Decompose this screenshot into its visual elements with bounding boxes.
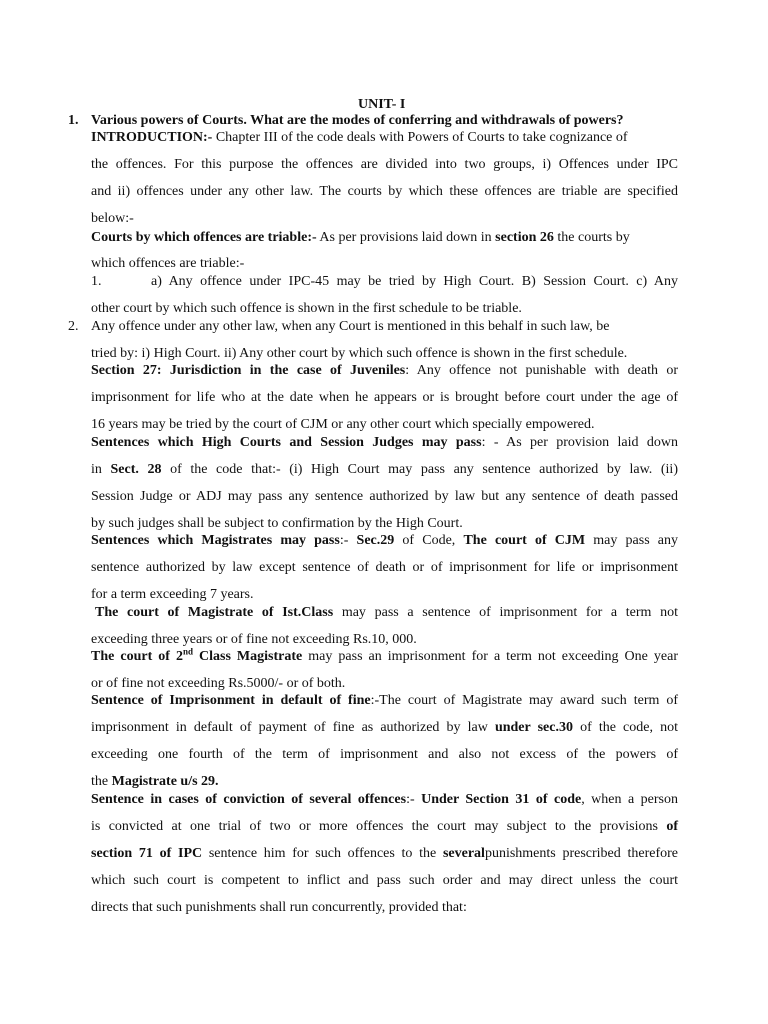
- several-word: several: [442, 846, 485, 861]
- sec29-text-e: may pass any: [585, 533, 679, 548]
- sec31-line-5: directs that such punishments shall run concurrently, provided that:: [91, 900, 467, 915]
- section-71-ipc-ref: section 71 of IPC: [91, 846, 203, 861]
- sec30-line-2: [91, 719, 678, 737]
- sec29-label: Sentences which Magistrates may pass: [91, 533, 340, 548]
- triable-item-2-line-2: tried by: i) High Court. ii) Any other court by which such offence is shown in the first schedule.: [91, 346, 628, 361]
- second-class-line-1: [91, 648, 678, 666]
- section-26-ref: section 26: [495, 230, 554, 245]
- sec28-line-3: Session Judge or ADJ may pass any sentence authorized by law but any sentence of death passed: [91, 489, 678, 504]
- question-number: 1.: [68, 113, 79, 128]
- sec28-line-1: [91, 434, 678, 452]
- sec28-line-2: [91, 461, 678, 479]
- sec29-text-c: of Code,: [394, 533, 464, 548]
- second-class-sup: nd: [182, 646, 193, 657]
- triable-line-1: [91, 229, 678, 247]
- sec28-text-c: of the code that:- (i) High Court may pass any sentence authorized by law. (ii): [161, 462, 678, 477]
- sec31-line-3: [91, 845, 678, 863]
- triable-label: Courts by which offences are triable:-: [91, 230, 317, 245]
- first-class-label: The court of Magistrate of Ist.Class: [95, 605, 334, 620]
- intro-label: INTRODUCTION:-: [91, 130, 213, 145]
- intro-line-4: below:-: [91, 211, 134, 226]
- sec30-text-a: imprisonment in default of payment of fine as authorized by law: [91, 720, 495, 735]
- sec30-line-3: exceeding one fourth of the term of imprisonment and also not excess of the powers of: [91, 747, 678, 762]
- sec31-text-3b: sentence him for such offences to the: [202, 846, 443, 861]
- intro-line-3: and ii) offences under any other law. The courts by which these offences are triable are specified: [91, 184, 678, 199]
- triable-item-1-line-2: other court by which such offence is shown in the first schedule to be triable.: [91, 301, 522, 316]
- sec28-line-4: by such judges shall be subject to confirmation by the High Court.: [91, 516, 463, 531]
- sec-29-ref: Sec.29: [356, 533, 395, 548]
- question-heading: Various powers of Courts. What are the modes of conferring and withdrawals of powers?: [91, 113, 624, 128]
- sec28-label: Sentences which High Courts and Session Judges may pass: [91, 435, 482, 450]
- sec31-of: of: [666, 819, 678, 834]
- sec29-line-3: for a term exceeding 7 years.: [91, 587, 254, 602]
- sec31-line-4: which such court is competent to inflict and pass such order and may direct unless the court: [91, 873, 678, 888]
- sec27-line-2: imprisonment for life who at the date when he appears or is brought before court under the age of: [91, 390, 678, 405]
- sec31-line-1: [91, 791, 678, 809]
- sect-28-ref: Sect. 28: [110, 462, 162, 477]
- triable-text: As per provisions laid down in: [316, 230, 496, 245]
- sec30-label: Sentence of Imprisonment in default of fine: [91, 693, 371, 708]
- sec29-text-a: :-: [339, 533, 357, 548]
- second-class-line-2: or of fine not exceeding Rs.5000/- or of both.: [91, 676, 346, 691]
- triable-text-end: the courts by: [553, 230, 630, 245]
- intro-line-2: the offences. For this purpose the offences are divided into two groups, i) Offences under IPC: [91, 157, 678, 172]
- sec31-label: Sentence in cases of conviction of several offences: [91, 792, 407, 807]
- sec29-line-1: [91, 532, 678, 550]
- sec31-text-c: , when a person: [581, 792, 678, 807]
- sec28-text: : - As per provision laid down: [481, 435, 678, 450]
- sec30-text-the: the: [91, 774, 112, 789]
- intro-text: Chapter III of the code deals with Powers of Courts to take cognizance of: [212, 130, 628, 145]
- intro-line-1: [91, 129, 678, 147]
- sec30-line-4: [91, 773, 678, 791]
- sec28-text-a: in: [91, 462, 111, 477]
- second-class-label: [91, 646, 303, 664]
- sec27-line-1: [91, 362, 678, 380]
- sec29-line-2: sentence authorized by law except sentence of death or of imprisonment for life or imprisonment: [91, 560, 678, 575]
- magistrate-29-ref: Magistrate u/s 29.: [111, 774, 219, 789]
- triable-item-2-line-1: Any offence under any other law, when any Court is mentioned in this behalf in such law, be: [91, 319, 610, 334]
- unit-title: UNIT- I: [358, 97, 406, 112]
- second-class-label-b: Class Magistrate: [192, 649, 303, 664]
- triable-item-2-num: 2.: [68, 319, 79, 334]
- sec30-text: :-The court of Magistrate may award such term of: [370, 693, 678, 708]
- sec30-text-c: of the code, not: [572, 720, 678, 735]
- under-sec-30-ref: under sec.30: [494, 720, 573, 735]
- first-class-text: may pass a sentence of imprisonment for a term not: [333, 605, 679, 620]
- first-class-line-2: exceeding three years or of fine not exceeding Rs.10, 000.: [91, 632, 417, 647]
- sec31-line-2: [91, 818, 678, 836]
- sec31-text-2a: is convicted at one trial of two or more offences the court may subject to the provisions: [91, 819, 667, 834]
- court-of-cjm: The court of CJM: [463, 533, 586, 548]
- sec27-label: Section 27: Jurisdiction in the case of Juveniles: [91, 363, 406, 378]
- under-section-31-ref: Under Section 31 of code: [421, 792, 582, 807]
- sec31-text-3d: punishments prescribed therefore: [484, 846, 678, 861]
- first-class-line-1: [95, 604, 678, 622]
- triable-item-1-line-1: a) Any offence under IPC-45 may be tried by High Court. B) Session Court. c) Any: [151, 274, 678, 289]
- sec30-line-1: [91, 692, 678, 710]
- triable-item-1-num: 1.: [91, 274, 102, 289]
- second-class-label-a: The court of 2: [91, 649, 183, 664]
- sec27-line-3: 16 years may be tried by the court of CJM or any other court which specially empowered.: [91, 417, 595, 432]
- sec31-text-a: :-: [406, 792, 422, 807]
- sec27-text: : Any offence not punishable with death or: [405, 363, 678, 378]
- second-class-text: may pass an imprisonment for a term not exceeding One year: [302, 649, 678, 664]
- triable-line-2: which offences are triable:-: [91, 256, 245, 271]
